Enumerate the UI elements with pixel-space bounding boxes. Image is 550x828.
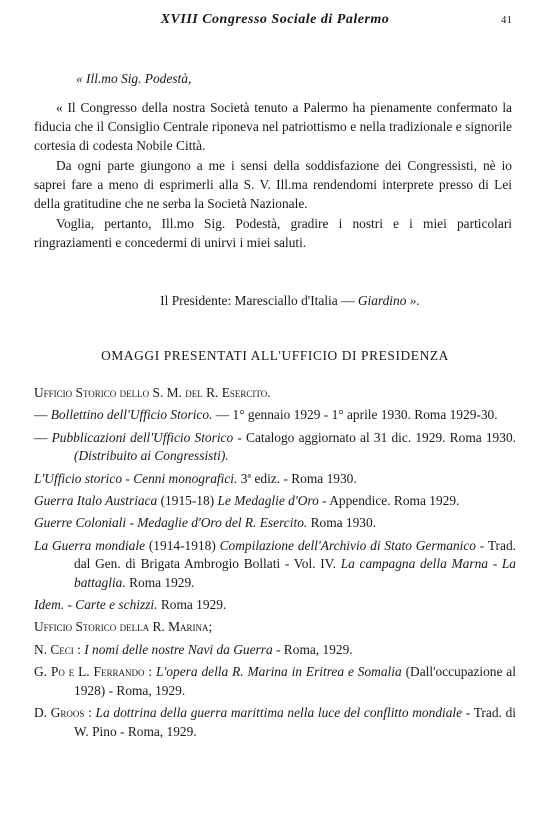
bibliography-heading <box>34 618 516 636</box>
entry-title: Pubblicazioni dell'Ufficio Storico <box>51 429 234 445</box>
entry-details: - Trad. dal Gen. di Brigata Ambrogio Bollati - Vol. IV. <box>74 537 516 572</box>
letter-paragraph: Da ogni parte giungono a me i sensi della soddisfazione dei Congressisti, nè io saprei fare a meno di esprimerli alla S. V. Ill.ma rendendomi interprete presso di Lei della gratitudine che ne serba la Società Nazionale. <box>34 158 512 211</box>
entry-subtitle: Compilazione dell'Archivio di Stato Germanico <box>219 537 476 553</box>
letter-paragraph: « Il Congresso della nostra Società tenuto a Palermo ha pienamente confermato la fiducia che il Consiglio Centrale riponeva nel patriottismo e nella tradizionale e signorile cortesia di codesta Nobile Città. <box>34 100 512 153</box>
entry-details: (Dall'occupazione al 1928) - Roma, 1929. <box>74 664 516 698</box>
entry-details: - Catalogo aggiornato al 31 dic. 1929. Roma 1930. <box>233 429 516 445</box>
entry-details: - Trad. di W. Pino - Roma, 1929. <box>74 705 516 739</box>
entry-details: - Roma, 1929. <box>272 641 353 657</box>
signature-prefix: Il Presidente: Maresciallo d'Italia — <box>160 293 358 308</box>
entry-title: Idem. - Carte e schizzi. <box>34 597 158 613</box>
entry-title: L'Ufficio storico - Cenni monografici. <box>34 470 238 486</box>
bibliography-entry <box>34 429 516 466</box>
running-head-title: XVIII Congresso Sociale di Palermo <box>160 12 390 27</box>
entry-details: Roma 1930. <box>307 515 377 531</box>
section-title: OMAGGI PRESENTATI ALL'UFFICIO DI PRESIDENZA <box>101 348 449 363</box>
letter-salutation: « Ill.mo Sig. Podestà, <box>76 71 192 86</box>
bibliography-entry <box>34 663 516 700</box>
bibliography-entry <box>34 470 516 488</box>
entry-details: Roma 1929. <box>125 574 195 590</box>
letter-paragraph: Voglia, pertanto, Ill.mo Sig. Podestà, gradire i nostri e i miei particolari ringraziamenti e concedermi di unirvi i miei saluti. <box>34 216 512 250</box>
entry-dash: — <box>34 407 51 423</box>
entry-dash: — <box>34 429 52 445</box>
entry-details: Roma 1929. <box>157 597 227 613</box>
entry-details: 3ª ediz. - Roma 1930. <box>237 470 357 486</box>
entry-author: N. Ceci <box>34 641 74 657</box>
bibliography-entry <box>34 641 516 659</box>
entry-volume-title: La campagna della Marna - La battaglia. <box>74 556 517 590</box>
entry-details: - Appendice. Roma 1929. <box>318 493 460 509</box>
entry-title: La dottrina della guerra marittima nella luce del conflitto mondiale <box>95 705 463 721</box>
entry-title: I nomi delle nostre Navi da Guerra <box>84 641 273 657</box>
bibliography-entry <box>34 492 516 510</box>
bibliography-entry <box>34 537 516 592</box>
entry-subtitle: Le Medaglie d'Oro <box>217 493 319 509</box>
entry-details: (1914-1918) <box>145 537 220 553</box>
page-number: 41 <box>501 14 512 26</box>
entry-separator: : <box>144 664 156 680</box>
entry-author: D. Groos <box>34 705 85 721</box>
bibliography-entry <box>34 596 516 614</box>
bibliography-list <box>34 384 516 745</box>
entry-separator: : <box>73 641 85 657</box>
letter-body <box>34 98 512 253</box>
bibliography-entry <box>34 704 516 741</box>
bibliography-entry <box>34 514 516 532</box>
bibliography-entry <box>34 406 516 424</box>
running-head <box>0 12 550 32</box>
institution-name: Ufficio Storico della R. Marina; <box>34 619 213 635</box>
bibliography-heading <box>34 384 516 402</box>
letter-signature <box>0 293 550 309</box>
entry-title: Guerre Coloniali - Medaglie d'Oro del R. Esercito. <box>34 515 308 531</box>
entry-details: — 1° gennaio 1929 - 1° aprile 1930. Roma 1929-30. <box>212 407 498 423</box>
entry-details: (1915-18) <box>157 493 218 509</box>
entry-title: La Guerra mondiale <box>34 537 146 553</box>
entry-title: Guerra Italo Austriaca <box>34 493 158 509</box>
institution-name: Ufficio Storico dello S. M. del R. Esercito. <box>34 385 271 400</box>
signature-name: Giardino ». <box>357 293 420 308</box>
entry-author: G. Po e L. Ferrando <box>34 664 145 680</box>
entry-separator: : <box>84 705 96 721</box>
entry-title: Bollettino dell'Ufficio Storico. <box>50 407 213 423</box>
entry-title: L'opera della R. Marina in Eritrea e Somalia <box>156 664 402 680</box>
entry-note: (Distribuito ai Congressisti). <box>74 448 229 464</box>
